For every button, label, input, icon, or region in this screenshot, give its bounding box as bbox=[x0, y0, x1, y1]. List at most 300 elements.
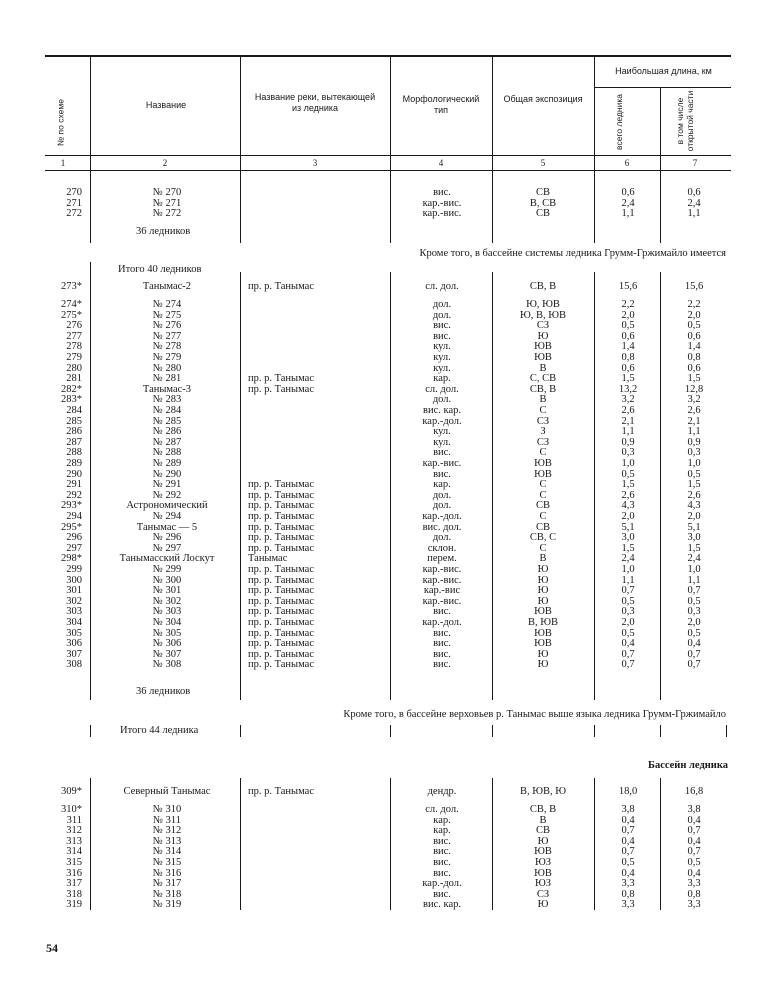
cell-exposure: СВ, В bbox=[529, 281, 557, 292]
table-row bbox=[0, 459, 776, 470]
cell-exposure: С bbox=[539, 447, 547, 459]
cell-length-total: 0,4 bbox=[621, 814, 635, 826]
table-row bbox=[0, 332, 776, 343]
table-row bbox=[0, 565, 776, 576]
cell-type: кул. bbox=[433, 436, 451, 448]
cell-type: дол. bbox=[432, 489, 452, 501]
cell-type: дендр. bbox=[427, 786, 457, 797]
cell-type: перем. bbox=[427, 553, 457, 565]
cell-type: кар.-вис. bbox=[422, 197, 462, 209]
cell-num: 274* bbox=[61, 299, 82, 310]
cell-type: кар. bbox=[433, 825, 451, 837]
cell-name: № 315 bbox=[152, 857, 182, 868]
cell-river: пр. р. Танымас bbox=[248, 638, 314, 650]
cell-name: Танымас — 5 bbox=[136, 521, 198, 533]
cell-name: № 310 bbox=[152, 804, 182, 815]
cell-exposure: Ю bbox=[537, 899, 549, 911]
table-row bbox=[0, 342, 776, 353]
header-bottom-rule bbox=[45, 155, 731, 156]
cell-length-open: 2,6 bbox=[687, 489, 701, 501]
table-top-rule bbox=[45, 55, 731, 57]
cell-length-open: 0,6 bbox=[687, 187, 701, 198]
cell-name: № 303 bbox=[152, 606, 182, 618]
table-row bbox=[0, 533, 776, 544]
cell-num: 304 bbox=[66, 617, 82, 628]
cell-type: кар. bbox=[433, 373, 451, 385]
cell-exposure: Ю, В, ЮВ bbox=[519, 309, 567, 321]
table-row bbox=[0, 544, 776, 555]
cell-num: 272 bbox=[66, 208, 82, 220]
cell-num: 307 bbox=[66, 648, 82, 660]
cell-length-open: 0,7 bbox=[687, 659, 701, 671]
cell-exposure: Ю, ЮВ bbox=[526, 299, 560, 310]
cell-exposure: СВ bbox=[535, 187, 550, 198]
cell-river: пр. р. Танымас bbox=[248, 617, 314, 628]
col-divider-1 bbox=[90, 57, 91, 170]
cell-length-open: 0,3 bbox=[687, 447, 701, 459]
cell-name: № 297 bbox=[152, 542, 182, 554]
table-row bbox=[0, 554, 776, 565]
cell-exposure: С bbox=[539, 405, 547, 416]
cell-type: кар.-дол. bbox=[422, 878, 462, 890]
page-number: 54 bbox=[46, 941, 58, 955]
cell-name: № 307 bbox=[152, 648, 182, 660]
colnum-1: 1 bbox=[60, 158, 66, 168]
table-row bbox=[0, 523, 776, 534]
cell-length-total: 0,5 bbox=[621, 468, 635, 480]
cell-length-open: 15,6 bbox=[684, 281, 704, 292]
itogo-40: Итого 40 ледников bbox=[118, 264, 202, 275]
table-row bbox=[0, 805, 776, 816]
cell-length-open: 0,7 bbox=[687, 648, 701, 660]
cell-length-open: 2,0 bbox=[687, 511, 701, 522]
header-col7: в том числе открытой части bbox=[675, 90, 695, 152]
table-row bbox=[0, 364, 776, 375]
cell-type: вис. bbox=[433, 447, 451, 459]
cell-name: № 290 bbox=[152, 468, 182, 480]
cell-length-open: 1,4 bbox=[687, 341, 701, 353]
cell-length-total: 0,5 bbox=[621, 627, 635, 639]
cell-length-total: 0,4 bbox=[621, 835, 635, 847]
cell-name: № 277 bbox=[152, 330, 182, 342]
cell-length-open: 16,8 bbox=[684, 786, 704, 797]
cell-num: 297 bbox=[66, 542, 82, 554]
cell-exposure: СВ, С bbox=[529, 532, 557, 544]
col-divider-3 bbox=[390, 57, 391, 170]
table-row bbox=[0, 199, 776, 210]
cell-length-open: 2,0 bbox=[687, 309, 701, 321]
cell-num: 300 bbox=[66, 574, 82, 586]
cell-river: пр. р. Танымас bbox=[248, 373, 314, 385]
cell-length-total: 0,3 bbox=[621, 447, 635, 459]
cell-river: пр. р. Танымас bbox=[248, 627, 314, 639]
cell-river: пр. р. Танымас bbox=[248, 585, 314, 597]
cell-num: 293* bbox=[61, 500, 82, 512]
cell-river: пр. р. Танымас bbox=[248, 532, 314, 544]
cell-river: пр. р. Танымас bbox=[248, 606, 314, 618]
cell-river: пр. р. Танымас bbox=[248, 648, 314, 660]
cell-length-total: 2,6 bbox=[621, 489, 635, 501]
cell-type: кул. bbox=[433, 352, 451, 363]
cell-type: вис. bbox=[433, 320, 451, 332]
cell-length-total: 1,5 bbox=[621, 373, 635, 385]
col-divider-4 bbox=[492, 57, 493, 170]
cell-name: № 311 bbox=[152, 814, 181, 826]
cell-name: Северный Танымас bbox=[123, 786, 211, 797]
cell-length-open: 0,5 bbox=[687, 857, 701, 868]
cell-length-total: 3,2 bbox=[621, 394, 635, 406]
cell-name: № 274 bbox=[152, 299, 182, 310]
cell-num: 319 bbox=[66, 899, 82, 911]
cell-length-total: 1,0 bbox=[621, 564, 635, 575]
cell-length-total: 2,0 bbox=[621, 617, 635, 628]
table-row bbox=[0, 374, 776, 385]
cell-num: 294 bbox=[66, 511, 82, 522]
cell-river: пр. р. Танымас bbox=[248, 281, 314, 292]
cell-length-total: 2,2 bbox=[621, 299, 635, 310]
cell-length-total: 3,0 bbox=[621, 532, 635, 544]
cell-name: № 308 bbox=[152, 659, 182, 671]
cell-name: № 313 bbox=[152, 835, 182, 847]
col-divider-6 bbox=[660, 88, 661, 170]
cell-num: 281 bbox=[66, 373, 82, 385]
header-col6: всего ледника bbox=[614, 94, 624, 150]
cell-num: 311 bbox=[66, 814, 82, 826]
cell-length-open: 0,6 bbox=[687, 330, 701, 342]
cell-river: пр. р. Танымас bbox=[248, 786, 314, 797]
col-divider-5 bbox=[594, 57, 595, 170]
cell-num: 290 bbox=[66, 468, 82, 480]
cell-exposure: Ю bbox=[537, 330, 549, 342]
header-col3: Название реки, вытекающей из ледника bbox=[254, 92, 376, 113]
table-row bbox=[0, 427, 776, 438]
cell-name: № 271 bbox=[152, 197, 182, 209]
cell-length-total: 3,3 bbox=[621, 899, 635, 911]
cell-type: вис. bbox=[433, 888, 451, 900]
table-row bbox=[0, 353, 776, 364]
cell-length-open: 12,8 bbox=[684, 383, 704, 395]
cell-num: 314 bbox=[66, 846, 82, 858]
cell-num: 271 bbox=[66, 197, 82, 209]
cell-num: 292 bbox=[66, 489, 82, 501]
cell-num: 280 bbox=[66, 362, 82, 374]
cell-name: № 291 bbox=[152, 479, 182, 491]
cell-exposure: Ю bbox=[537, 835, 549, 847]
cell-length-total: 1,1 bbox=[621, 208, 635, 220]
cell-type: кар. bbox=[433, 479, 451, 491]
cell-name: № 283 bbox=[152, 394, 182, 406]
table-row bbox=[0, 816, 776, 827]
table-row bbox=[0, 501, 776, 512]
cell-exposure: ЮВ bbox=[534, 341, 552, 353]
cell-num: 310* bbox=[61, 804, 82, 815]
cell-type: вис. bbox=[433, 867, 451, 879]
cell-type: кар. bbox=[433, 814, 451, 826]
cell-length-total: 2,6 bbox=[621, 405, 635, 416]
cell-length-total: 0,7 bbox=[621, 585, 635, 597]
cell-length-total: 0,8 bbox=[621, 352, 635, 363]
table-row bbox=[0, 209, 776, 220]
cell-length-total: 0,5 bbox=[621, 595, 635, 607]
cell-name: № 294 bbox=[152, 511, 182, 522]
cell-length-open: 0,5 bbox=[687, 627, 701, 639]
tick-5 bbox=[594, 725, 595, 737]
cell-river: пр. р. Танымас bbox=[248, 542, 314, 554]
cell-num: 303 bbox=[66, 606, 82, 618]
cell-exposure: В, ЮВ, Ю bbox=[519, 786, 567, 797]
cell-exposure: С bbox=[539, 542, 547, 554]
cell-exposure: В bbox=[539, 814, 547, 826]
cell-type: вис. кар. bbox=[423, 899, 461, 911]
cell-type: вис. bbox=[433, 835, 451, 847]
cell-length-total: 2,1 bbox=[621, 415, 635, 427]
cell-length-open: 3,2 bbox=[687, 394, 701, 406]
cell-length-total: 0,3 bbox=[621, 606, 635, 618]
cell-name: № 314 bbox=[152, 846, 182, 858]
cell-length-open: 4,3 bbox=[687, 500, 701, 512]
cell-num: 305 bbox=[66, 627, 82, 639]
table-row bbox=[0, 470, 776, 481]
cell-length-total: 0,5 bbox=[621, 857, 635, 868]
cell-exposure: ЮЗ bbox=[534, 878, 552, 890]
table-row bbox=[0, 512, 776, 523]
cell-length-total: 0,7 bbox=[621, 825, 635, 837]
cell-length-total: 3,8 bbox=[621, 804, 635, 815]
cell-name: № 299 bbox=[152, 564, 182, 575]
cell-exposure: ЮВ bbox=[534, 352, 552, 363]
table-row-273 bbox=[0, 282, 776, 293]
table-row bbox=[0, 890, 776, 901]
cell-num: 284 bbox=[66, 405, 82, 416]
tick-6 bbox=[660, 725, 661, 737]
cell-type: вис. bbox=[433, 659, 451, 671]
cell-exposure: В bbox=[539, 394, 547, 406]
cell-name: Танымасский Лоскут bbox=[119, 553, 215, 565]
table-row bbox=[0, 629, 776, 640]
cell-exposure: Ю bbox=[537, 595, 549, 607]
col-divider-2 bbox=[240, 57, 241, 170]
cell-name: № 281 bbox=[152, 373, 182, 385]
cell-length-open: 1,5 bbox=[687, 373, 701, 385]
colnum-2: 2 bbox=[162, 158, 168, 168]
cell-type: дол. bbox=[432, 309, 452, 321]
cell-name: № 316 bbox=[152, 867, 182, 879]
header-col4: Морфологический тип bbox=[402, 94, 480, 115]
cell-length-open: 0,7 bbox=[687, 846, 701, 858]
cell-length-open: 3,8 bbox=[687, 804, 701, 815]
cell-num: 308 bbox=[66, 659, 82, 671]
cell-name: Танымас-2 bbox=[142, 281, 192, 292]
cell-name: № 275 bbox=[152, 309, 182, 321]
cell-length-total: 0,6 bbox=[621, 362, 635, 374]
cell-length-total: 0,4 bbox=[621, 867, 635, 879]
cell-num: 273* bbox=[61, 281, 82, 292]
table-row bbox=[0, 618, 776, 629]
tick-4 bbox=[492, 725, 493, 737]
cell-exposure: СЗ bbox=[536, 436, 550, 448]
cell-name: № 300 bbox=[152, 574, 182, 586]
table-row bbox=[0, 188, 776, 199]
table-row bbox=[0, 837, 776, 848]
cell-num: 309* bbox=[61, 786, 82, 797]
cell-num: 288 bbox=[66, 447, 82, 459]
cell-length-open: 0,9 bbox=[687, 436, 701, 448]
cell-name: № 312 bbox=[152, 825, 182, 837]
cell-length-total: 3,3 bbox=[621, 878, 635, 890]
cell-name: Астрономический bbox=[126, 500, 208, 512]
cell-exposure: СВ bbox=[535, 500, 550, 512]
table-row bbox=[0, 607, 776, 618]
cell-river: Танымас bbox=[248, 553, 288, 565]
cell-name: № 301 bbox=[152, 585, 182, 597]
colnum-3: 3 bbox=[312, 158, 318, 168]
cell-length-open: 0,4 bbox=[687, 867, 701, 879]
cell-type: кар.-дол. bbox=[422, 617, 462, 628]
cell-exposure: СЗ bbox=[536, 320, 550, 332]
table-row bbox=[0, 639, 776, 650]
cell-type: вис. bbox=[433, 187, 451, 198]
cell-name: № 318 bbox=[152, 888, 182, 900]
cell-length-open: 0,7 bbox=[687, 585, 701, 597]
cell-length-open: 0,6 bbox=[687, 362, 701, 374]
table-row bbox=[0, 826, 776, 837]
cell-exposure: Ю bbox=[537, 659, 549, 671]
block1-total: 36 ледников bbox=[136, 226, 191, 237]
cell-num: 298* bbox=[61, 553, 82, 565]
cell-type: кар.-дол. bbox=[422, 415, 462, 427]
cell-name: № 306 bbox=[152, 638, 182, 650]
cell-type: вис. кар. bbox=[423, 405, 461, 416]
cell-type: дол. bbox=[432, 394, 452, 406]
cell-type: кар.-вис. bbox=[422, 564, 462, 575]
table-row bbox=[0, 448, 776, 459]
cell-river: пр. р. Танымас bbox=[248, 659, 314, 671]
cell-exposure: С, СВ bbox=[529, 373, 557, 385]
cell-length-total: 2,4 bbox=[621, 197, 635, 209]
tick-7 bbox=[726, 725, 727, 737]
cell-river: пр. р. Танымас bbox=[248, 564, 314, 575]
cell-exposure: Ю bbox=[537, 574, 549, 586]
table-row bbox=[0, 847, 776, 858]
cell-type: кул. bbox=[433, 341, 451, 353]
cell-length-total: 0,5 bbox=[621, 320, 635, 332]
cell-name: № 289 bbox=[152, 458, 182, 469]
cell-length-open: 0,8 bbox=[687, 888, 701, 900]
cell-length-total: 15,6 bbox=[618, 281, 638, 292]
cell-length-total: 18,0 bbox=[618, 786, 638, 797]
cell-name: № 279 bbox=[152, 352, 182, 363]
cell-type: вис. bbox=[433, 330, 451, 342]
cell-exposure: В, ЮВ bbox=[527, 617, 559, 628]
cell-exposure: СВ, В bbox=[529, 804, 557, 815]
cell-length-open: 2,1 bbox=[687, 415, 701, 427]
cell-type: кар.-вис. bbox=[422, 208, 462, 220]
cell-type: вис. дол. bbox=[422, 521, 462, 533]
cell-name: № 272 bbox=[152, 208, 182, 220]
cell-num: 278 bbox=[66, 341, 82, 353]
cell-num: 275* bbox=[61, 309, 82, 321]
cell-river: пр. р. Танымас bbox=[248, 574, 314, 586]
cell-name: № 270 bbox=[152, 187, 182, 198]
cell-length-open: 1,1 bbox=[687, 426, 701, 438]
cell-num: 317 bbox=[66, 878, 82, 890]
subheader-rule bbox=[594, 87, 731, 88]
cell-exposure: ЮВ bbox=[534, 846, 552, 858]
cell-exposure: ЮВ bbox=[534, 627, 552, 639]
cell-exposure: ЮВ bbox=[534, 638, 552, 650]
cell-length-total: 0,7 bbox=[621, 648, 635, 660]
cell-type: дол. bbox=[432, 532, 452, 544]
cell-num: 289 bbox=[66, 458, 82, 469]
cell-type: сл. дол. bbox=[425, 804, 459, 815]
colnum-4: 4 bbox=[438, 158, 444, 168]
cell-exposure: СВ bbox=[535, 521, 550, 533]
cell-exposure: ЮЗ bbox=[534, 857, 552, 868]
cell-length-total: 1,4 bbox=[621, 341, 635, 353]
table-row bbox=[0, 650, 776, 661]
table-row bbox=[0, 597, 776, 608]
colnum-5: 5 bbox=[540, 158, 546, 168]
cell-length-total: 0,6 bbox=[621, 187, 635, 198]
cell-type: вис. bbox=[433, 846, 451, 858]
cell-river: пр. р. Танымас bbox=[248, 500, 314, 512]
cell-length-open: 0,5 bbox=[687, 320, 701, 332]
cell-exposure: В, СВ bbox=[529, 197, 557, 209]
cell-exposure: СЗ bbox=[536, 888, 550, 900]
cell-num: 299 bbox=[66, 564, 82, 575]
cell-length-total: 0,8 bbox=[621, 888, 635, 900]
table-row bbox=[0, 321, 776, 332]
cell-exposure: З bbox=[540, 426, 546, 438]
table-row bbox=[0, 406, 776, 417]
cell-num: 270 bbox=[66, 187, 82, 198]
cell-exposure: Ю bbox=[537, 648, 549, 660]
tick-1 bbox=[90, 725, 91, 737]
cell-num: 279 bbox=[66, 352, 82, 363]
header-col1: № по схеме bbox=[55, 99, 66, 146]
table-row-309 bbox=[0, 787, 776, 798]
cell-type: кар.-вис bbox=[423, 585, 461, 597]
cell-type: вис. bbox=[433, 627, 451, 639]
cell-num: 318 bbox=[66, 888, 82, 900]
cell-type: дол. bbox=[432, 500, 452, 512]
cell-name: № 296 bbox=[152, 532, 182, 544]
cell-type: вис. bbox=[433, 857, 451, 868]
tick-3 bbox=[390, 725, 391, 737]
cell-num: 291 bbox=[66, 479, 82, 491]
cell-type: сл. дол. bbox=[425, 383, 459, 395]
cell-num: 306 bbox=[66, 638, 82, 650]
table-row bbox=[0, 480, 776, 491]
cell-length-open: 1,0 bbox=[687, 564, 701, 575]
cell-name: № 285 bbox=[152, 415, 182, 427]
cell-exposure: СВ, В bbox=[529, 383, 557, 395]
cell-name: № 288 bbox=[152, 447, 182, 459]
cell-num: 295* bbox=[61, 521, 82, 533]
cell-length-total: 1,5 bbox=[621, 542, 635, 554]
table-row bbox=[0, 576, 776, 587]
cell-river: пр. р. Танымас bbox=[248, 511, 314, 522]
cell-length-open: 0,3 bbox=[687, 606, 701, 618]
cell-type: вис. bbox=[433, 606, 451, 618]
cell-num: 301 bbox=[66, 585, 82, 597]
cell-river: пр. р. Танымас bbox=[248, 489, 314, 501]
table-row bbox=[0, 858, 776, 869]
cell-name: № 286 bbox=[152, 426, 182, 438]
cell-exposure: СВ bbox=[535, 825, 550, 837]
colnum-7: 7 bbox=[692, 158, 698, 168]
note-upper-tanymas: Кроме того, в бассейне верховьев р. Танымас выше языка ледника Грумм-Гржимайло bbox=[343, 709, 726, 720]
